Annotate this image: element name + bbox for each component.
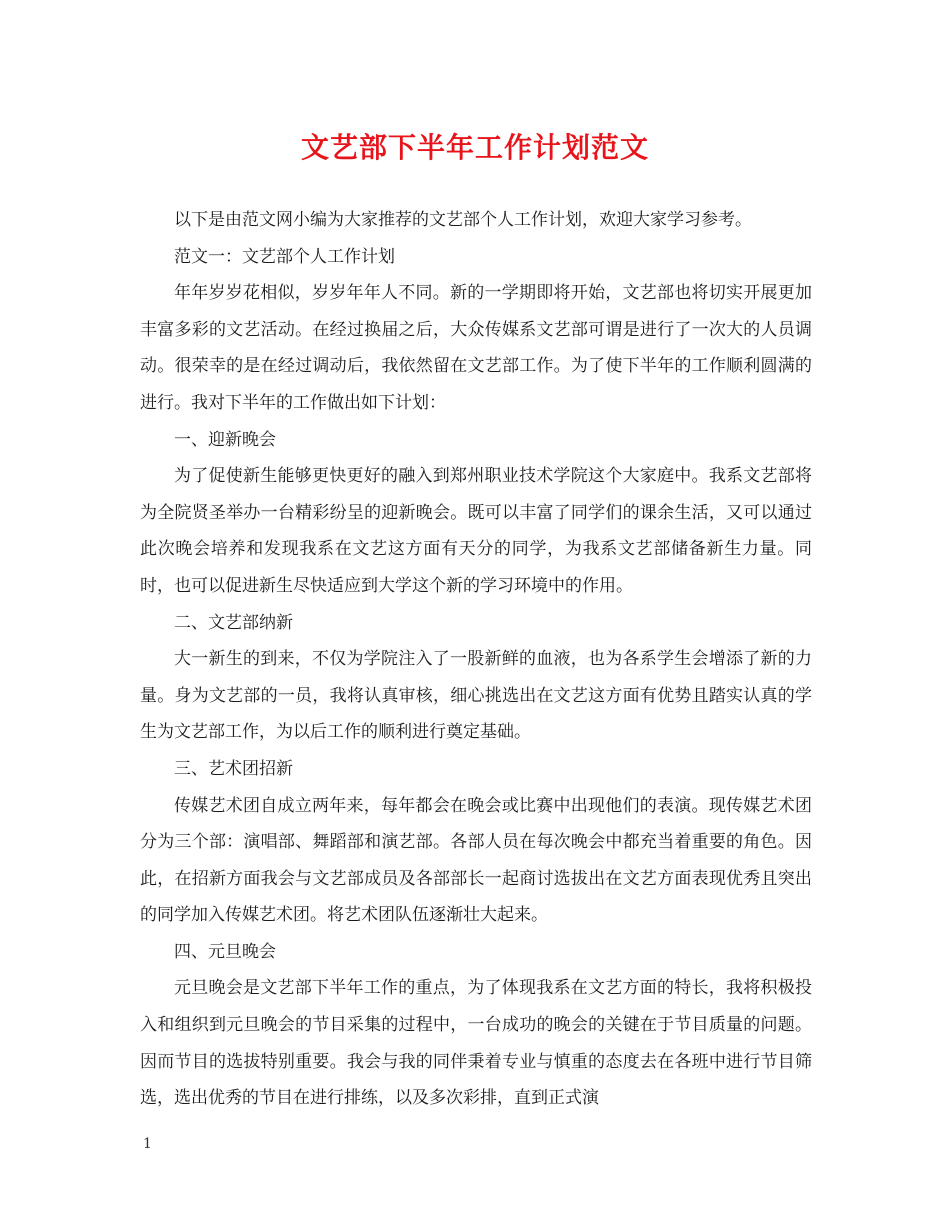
- section-heading-new-year-gala: 四、元旦晚会: [174, 941, 276, 962]
- paragraph-opening: 年年岁岁花相似，岁岁年年人不同。新的一学期即将开始，文艺部也将切实开展更加丰富多彩的文艺活动。在经过换届之后，大众传媒系文艺部可谓是进行了一次大的人员调动。很荣幸的是在经过调动后，我依然留在文艺部工作。为了使下半年的工作顺利圆满的进行。我对下半年的工作做出如下计划：: [140, 283, 812, 413]
- paragraph-recruitment: 大一新生的到来，不仅为学院注入了一股新鲜的血液，也为各系学生会增添了新的力量。身为文艺部的一员，我将认真审核，细心挑选出在文艺这方面有优势且踏实认真的学生为文艺部工作，为以后工作的顺利进行奠定基础。: [140, 649, 812, 743]
- section-heading-art-troupe: 三、艺术团招新: [174, 758, 293, 779]
- section-heading-welcome-gala: 一、迎新晚会: [174, 429, 276, 450]
- document-body: [140, 202, 812, 1117]
- document-title: 文艺部下半年工作计划范文: [300, 131, 649, 164]
- paragraph-sample-heading: 范文一：文艺部个人工作计划: [174, 246, 395, 267]
- paragraph-new-year-gala: 元旦晚会是文艺部下半年工作的重点，为了体现我系在文艺方面的特长，我将积极投入和组织到元旦晚会的节目采集的过程中，一台成功的晚会的关键在于节目质量的问题。因而节目的选拔特别重要。我会与我的同伴秉着专业与慎重的态度去在各班中进行节目筛选，选出优秀的节目在进行排练，以及多次彩排，直到正式演: [140, 978, 812, 1109]
- paragraph-intro: 以下是由范文网小编为大家推荐的文艺部个人工作计划，欢迎大家学习参考。: [174, 210, 752, 230]
- paragraph-welcome-gala: 为了促使新生能够更快更好的融入到郑州职业技术学院这个大家庭中。我系文艺部将为全院贤圣举办一台精彩纷呈的迎新晚会。既可以丰富了同学们的课余生活，又可以通过此次晚会培养和发现我系在文艺这方面有天分的同学，为我系文艺部储备新生力量。同时，也可以促进新生尽快适应到大学这个新的学习环境中的作用。: [140, 466, 812, 596]
- section-heading-recruitment: 二、文艺部纳新: [174, 612, 293, 633]
- page-number: 1: [143, 1136, 152, 1152]
- paragraph-art-troupe: 传媒艺术团自成立两年来，每年都会在晚会或比赛中出现他们的表演。现传媒艺术团分为三个部：演唱部、舞蹈部和演艺部。各部人员在每次晚会中都充当着重要的角色。因此，在招新方面我会与文艺部成员及各部部长一起商讨选拔出在文艺方面表现优秀且突出的同学加入传媒艺术团。将艺术团队伍逐渐壮大起来。: [140, 795, 812, 926]
